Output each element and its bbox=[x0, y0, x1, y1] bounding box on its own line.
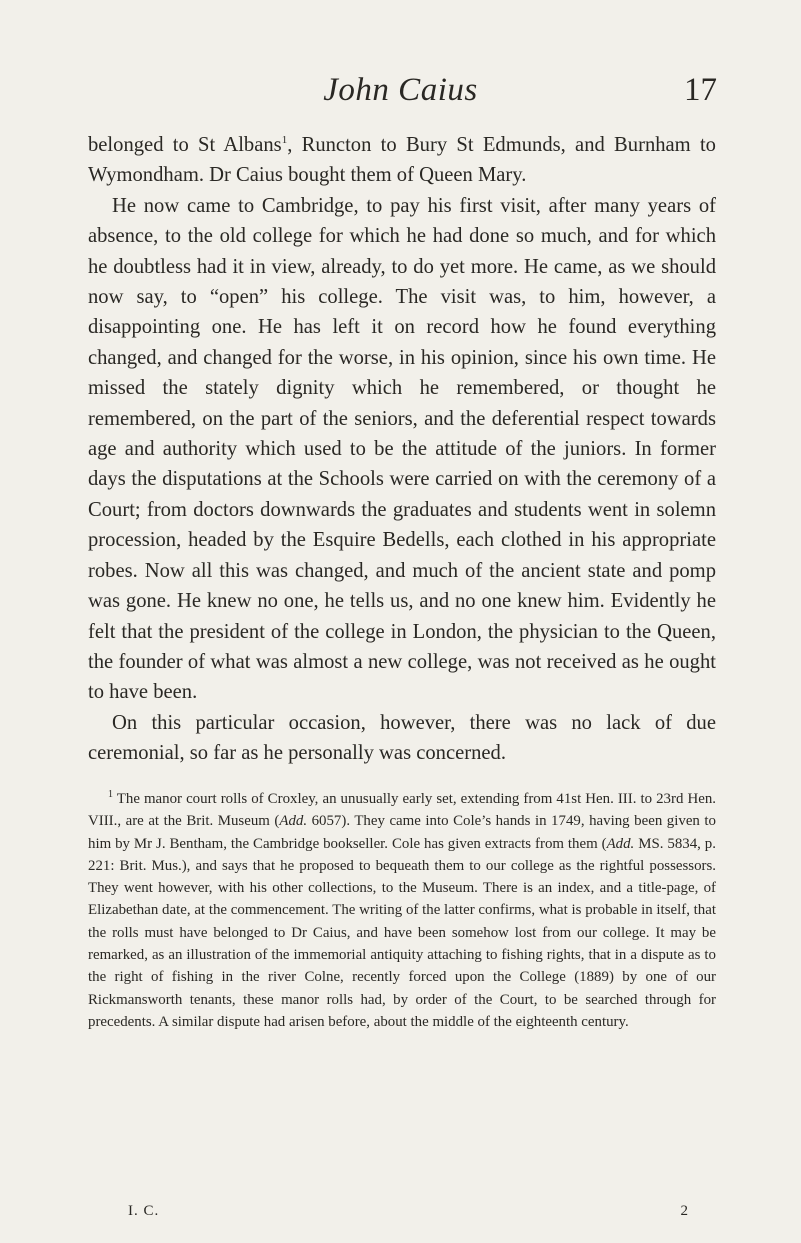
footnote-text-1: The manor court rolls of Croxley, an unusually early set, extending from 41st Hen. III. to 23rd Hen. VIII., are at the Brit. Museum ( bbox=[88, 791, 716, 830]
paragraph-1-start: belonged to St Albans bbox=[88, 134, 282, 156]
paragraph-1 bbox=[88, 130, 716, 191]
footnote-text-3: MS. 5834, p. 221: Brit. Mus.), and says that he proposed to bequeath them to our college as the rightful possessors. They went however, with his other collections, to the Museum. There is an index, and a title-page, of Elizabethan date, at the commencement. The writing of the latter confirms, what is probable in itself, that the rolls must have belonged to Dr Caius, and have been somehow lost from our college. It may be remarked, as an illustration of the immemorial antiquity attaching to fishing rights, that in a dispute as to the right of fishing in the river Colne, recently forced upon the College (1889) by one of our Rickmansworth tenants, these manor rolls had, by order of the Court, to be searched through for precedents. A similar dispute had arisen before, about the middle of the eighteenth century. bbox=[88, 835, 716, 1030]
footnote-text-2: 6057). They came into Cole’s hands in 1749, having been given to him by Mr J. Bentham, the Cambridge bookseller. Cole has given extracts from them ( bbox=[88, 813, 716, 852]
running-title: John Caius bbox=[323, 72, 478, 108]
signature-line bbox=[128, 1203, 688, 1227]
paragraph-2: He now came to Cambridge, to pay his first visit, after many years of absence, to the old college for which he had done so much, and for which he doubtless had it in view, already, to do yet more. He came, as we should now say, to “open” his college. The visit was, to him, however, a disappointing one. He has left it on record how he found everything changed, and changed for the worse, in his opinion, since his own time. He missed the stately dignity which he remembered, or thought he remembered, on the part of the seniors, and the deferential respect towards age and authority which used to be the attitude of the juniors. In former days the disputations at the Schools were carried on with the ceremony of a Court; from doctors downwards the graduates and students went in solemn procession, headed by the Esquire Bedells, each clothed in his appropriate robes. Now all this was changed, and much of the ancient state and pomp was gone. He knew no one, he tells us, and no one knew him. Evidently he felt that the president of the college in London, the physician to the Queen, the founder of what was almost a new college, was not received as he ought to have been. bbox=[88, 194, 716, 704]
signature-number: 2 bbox=[680, 1203, 688, 1219]
page-number: 17 bbox=[684, 72, 717, 108]
footnote-block bbox=[88, 788, 716, 1033]
footnote-mark: 1 bbox=[108, 789, 113, 801]
footnote-reference: 1 bbox=[281, 134, 288, 147]
paragraph-1-end: , Runcton to Bury St Edmunds, and Burnham to Wymondham. Dr Caius bought them of Queen Mary. bbox=[88, 134, 716, 187]
page-header bbox=[0, 72, 801, 116]
body-text bbox=[88, 130, 716, 769]
signature-mark: I. C. bbox=[128, 1203, 160, 1219]
footnote-italic-1: Add. bbox=[279, 813, 308, 830]
paragraph-3: On this particular occasion, however, there was no lack of due ceremonial, so far as he personally was concerned. bbox=[88, 711, 716, 765]
footnote-1 bbox=[88, 788, 716, 1033]
footnote-italic-2: Add. bbox=[606, 835, 635, 852]
